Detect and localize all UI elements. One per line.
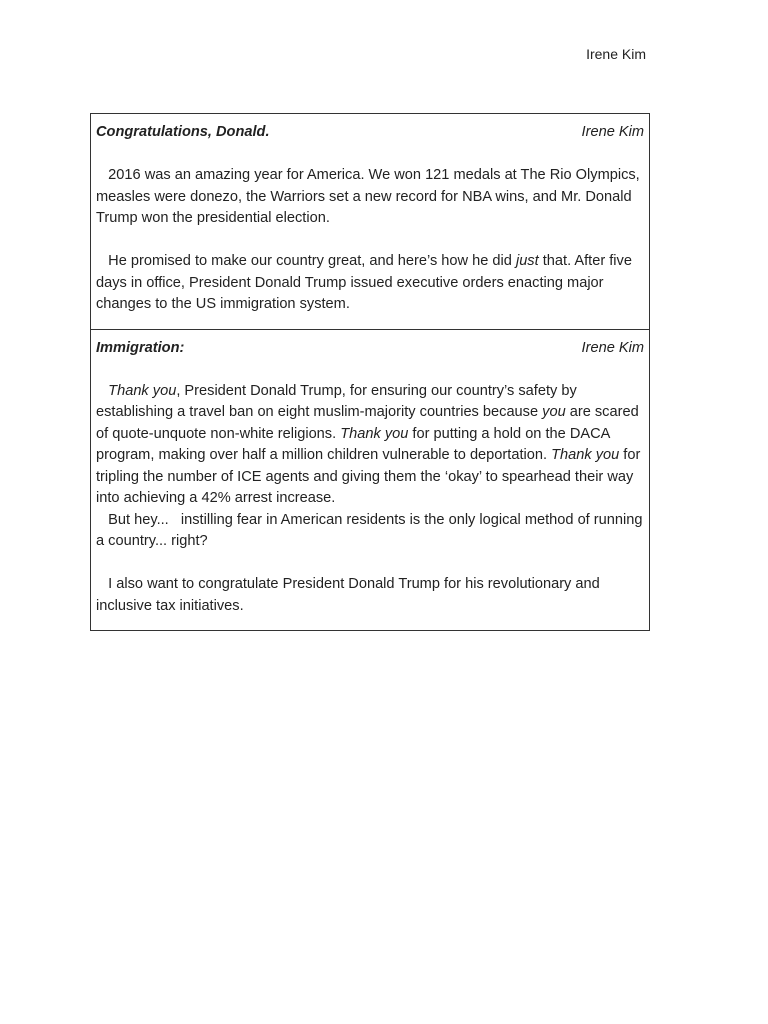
paragraph [96, 251, 644, 316]
emphasis-text: just [515, 253, 539, 269]
paragraph-text: But hey... instilling fear in American residents is the only logical method of running a country... right? [96, 511, 647, 549]
emphasis-text: Thank you [551, 447, 620, 463]
paragraph-text: He promised to make our country great, and here’s how he did [96, 253, 516, 269]
paragraph-text: for putting a hold on the DACA program, making over half a million children vulnerable to deportation. [96, 425, 614, 463]
paragraph-text: for tripling the number of ICE agents and giving them the ‘okay’ to spearhead their way into achieving a 42% arrest increase. [96, 447, 645, 506]
section-congratulations [91, 114, 649, 329]
document-table [90, 113, 650, 631]
section-immigration [91, 329, 649, 631]
paragraph [96, 165, 644, 230]
paragraph-text: are scared of quote-unquote non-white religions. [96, 404, 643, 442]
paragraph [96, 381, 644, 510]
section-author: Irene Kim [581, 124, 644, 140]
section-author: Irene Kim [581, 339, 644, 356]
emphasis-text: Thank you [108, 382, 177, 399]
paragraph-text: 2016 was an amazing year for America. We won 121 medals at The Rio Olympics, measles were donezo, the Warriors set a new record for NBA wins, and Mr. Donald Trump won the presidential election. [96, 167, 644, 226]
paragraph-text: I also want to congratulate President Donald Trump for his revolutionary and inclusive tax initiatives. [96, 576, 604, 614]
paragraph [96, 510, 647, 553]
emphasis-text: Thank you [340, 425, 409, 442]
page-header-author: Irene Kim [586, 46, 646, 62]
paragraph-text [96, 383, 108, 399]
section-heading-row [96, 122, 644, 144]
section-title: Congratulations, Donald. [96, 124, 270, 140]
paragraph-text: that. After five days in office, President Donald Trump issued executive orders enacting major changes to the US immigration system. [96, 253, 637, 312]
emphasis-text: you [542, 404, 566, 420]
paragraph-text: , President Donald Trump, for ensuring our country’s safety by establishing a travel ban on eight muslim-majority countries because [96, 382, 581, 420]
section-heading-row [96, 338, 644, 360]
section-title: Immigration: [96, 339, 185, 356]
paragraph [96, 574, 644, 617]
